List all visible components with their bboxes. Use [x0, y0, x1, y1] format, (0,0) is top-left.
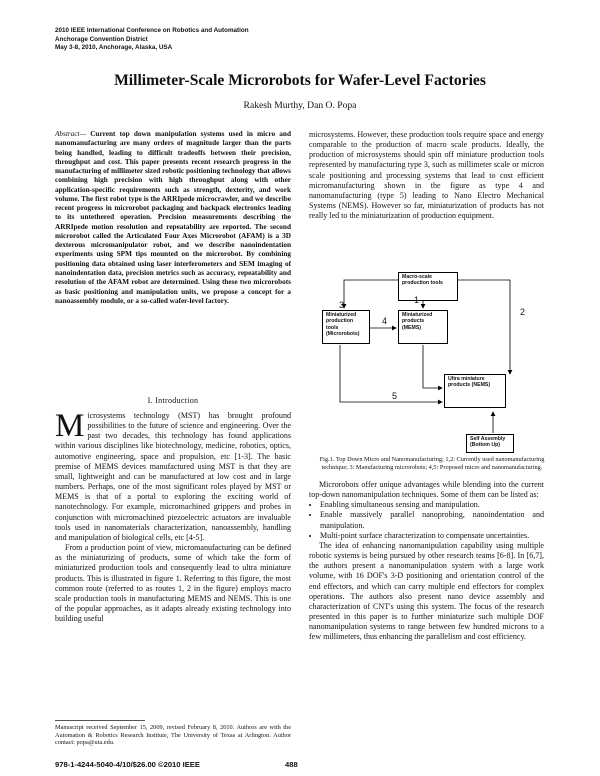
box-macro-scale-tools: Macro-scale production tools [398, 272, 458, 301]
right-paragraph-1: microsystems. However, these production tools require space and energy comparable to the production of macro scale products. Ideally, the production of microsystems should spin off miniature production tools represented by manufacturing type 3, such as millimeter scale or micron scale positioning and processing systems that lead to cost efficient micromanufacturing shown in the figure as type 4 and nanomanufacturing (type 5) leading to Nano Electro Mechanical Systems (NEMS). However so far, miniaturization of products has not really led to the miniaturization of production equipment. [309, 130, 544, 221]
route-label-1: 1 [414, 295, 420, 305]
intro-paragraph-1 [55, 408, 291, 543]
intro-paragraph-1-text: icrosystems technology (MST) has brought profound possibilities to the future of science and engineering. Over the past two decades, this technology has found applications within various disciplines like biotechnology, medicine, robotics, optics, automotive engineering, space and propulsion, etc [1-3]. The basic premise of MEMS devices manufactured using MST is that they are small, lightweight and can be manufactured at low cost and in large numbers. Perhaps, one of the most significant roles played by MST or MEMS is that of a portal to exploring the exciting world of nanotechnology. For example, micromachined grippers and probes in conjunction with micromachined piezoelectric actuators are invaluable tools used in nanomaterials characterization, nanoassembly, handling and manipulation of biological cells, etc [4-5]. [55, 411, 291, 542]
right-paragraph-2: Microrobots offer unique advantages while blending into the current top-down nanomanipulation techniques. Some of them can be listed as: [309, 480, 544, 500]
box-self-assembly: Self Assembly (Bottom Up) [466, 434, 514, 453]
figure-1-caption: Fig.1. Top Down Micro and Nanomanufacturing; 1,2: Currently used nanomanufacturing technique; 3: Manufacturing microrobots; 4,5: Proposed micro and nanomanufacturing. [319, 456, 545, 471]
footnote-rule [55, 720, 145, 721]
abstract [55, 130, 291, 306]
conference-name: 2010 IEEE International Conference on Robotics and Automation [55, 27, 249, 34]
introduction-body [55, 408, 291, 624]
box-ultra-miniature-products: Ultra miniature products (NEMS) [444, 374, 506, 408]
conference-date: May 3-8, 2010, Anchorage, Alaska, USA [55, 44, 173, 52]
route-label-2: 2 [520, 307, 526, 317]
conference-venue: Anchorage Convention District [55, 35, 148, 43]
box-miniaturized-tools: Miniaturized production tools (Microrobots) [322, 310, 370, 344]
box-miniaturized-products: Miniaturized products (MEMS) [398, 310, 448, 344]
footer-isbn: 978-1-4244-5040-4/10/$26.00 ©2010 IEEE [55, 760, 200, 769]
page-number: 488 [285, 760, 298, 769]
section-heading-introduction: I. Introduction [147, 396, 199, 405]
route-label-5: 5 [392, 391, 398, 401]
abstract-text: Current top down manipulation systems used in micro and nanomanufacturing are many orders of magnitude larger than the parts being handled, leading to difficult tradeoffs between their precision, throughput and cost. This paper presents recent research progress in the manufacturing of millimeter sized robotic positioning technology that allows combining high precision with high throughput along with other application-specific requirements such as strength, dexterity, and work volume. The first robot type is the ARRIpede microcrawler, and we describe recent progress in microrobot packaging and backpack electronics leading to its untethered operation. Precision measurements describing the ARRIpede motion resolution and repeatability are reported. The second microrobot called the Articulated Four Axes Microrobot (AFAM) is a 3D dexterous micromanipulator robot, and we describe nanoindentation experiments using SPM tips mounted on the microrobot. By combining positioning data obtained using laser interferometers and SEM imaging of nanoindentation data, precision metrics such as accuracy, repeatability and resolution of the AFAM robot are determined. Using these two microrobots as basic positioning and manipulation units, we propose a concept for a nanoassembly module, or a so-called wafer-level factory. [55, 130, 291, 305]
route-label-4: 4 [382, 316, 388, 326]
conference-header [55, 27, 249, 53]
list-item: • Enabling simultaneous sensing and manipulation. [320, 500, 544, 510]
right-column-top [309, 130, 544, 221]
list-item: • Enable massively parallel nanoprobing, nanoindentation and manipulation. [320, 510, 544, 530]
list-item: • Multi-point surface characterization to compensate uncertainties. [320, 531, 544, 541]
drop-cap: M [55, 408, 85, 444]
figure-1-diagram [320, 270, 545, 454]
footnote: Manuscript received September 15, 2009, revised February 8, 2010. Authors are with the Automation & Robotics Research Institute, The University of Texas at Arlington. Author contact: popa@uta.edu. [55, 724, 291, 747]
right-paragraph-3: The idea of enhancing nanomanipulation capability using multiple robotic systems is being pursued by other research teams [6-8]. In [6,7], the authors present a nanomanipulation system with a large work volume, with 16 DOF's 3-D positioning and orientation control of the end effectors, and which can carry multiple end effectors for complex operations. The authors also present nano device assembly and characterization of CNT's using this system. The focus of the research presented in this paper is to further miniaturize such multiple DOF nanomanipulation systems to range between few hundred microns to a few millimeters, thus enhancing the parallelism and cost efficiency. [309, 540, 544, 642]
paper-authors: Rakesh Murthy, Dan O. Popa [243, 100, 357, 111]
advantages-list [309, 500, 544, 541]
paper-title: Millimeter-Scale Microrobots for Wafer-Level Factories [114, 72, 486, 89]
right-column-bottom [309, 480, 544, 643]
intro-paragraph-2: From a production point of view, micromanufacturing can be defined as the miniaturizing of products, some of which take the form of miniaturized production tools and consequently lead to ultra miniature products. This is illustrated in figure 1. Referring to this figure, the most common route (referred to as routes 1, 2 in the figure) employs macro scale production tools in manufacturing MEMS and NEMS. This is one of the popular approaches, as it adapts already existing technology into building useful [55, 543, 291, 624]
abstract-label: Abstract— [55, 130, 87, 138]
route-label-3: 3 [339, 300, 345, 310]
